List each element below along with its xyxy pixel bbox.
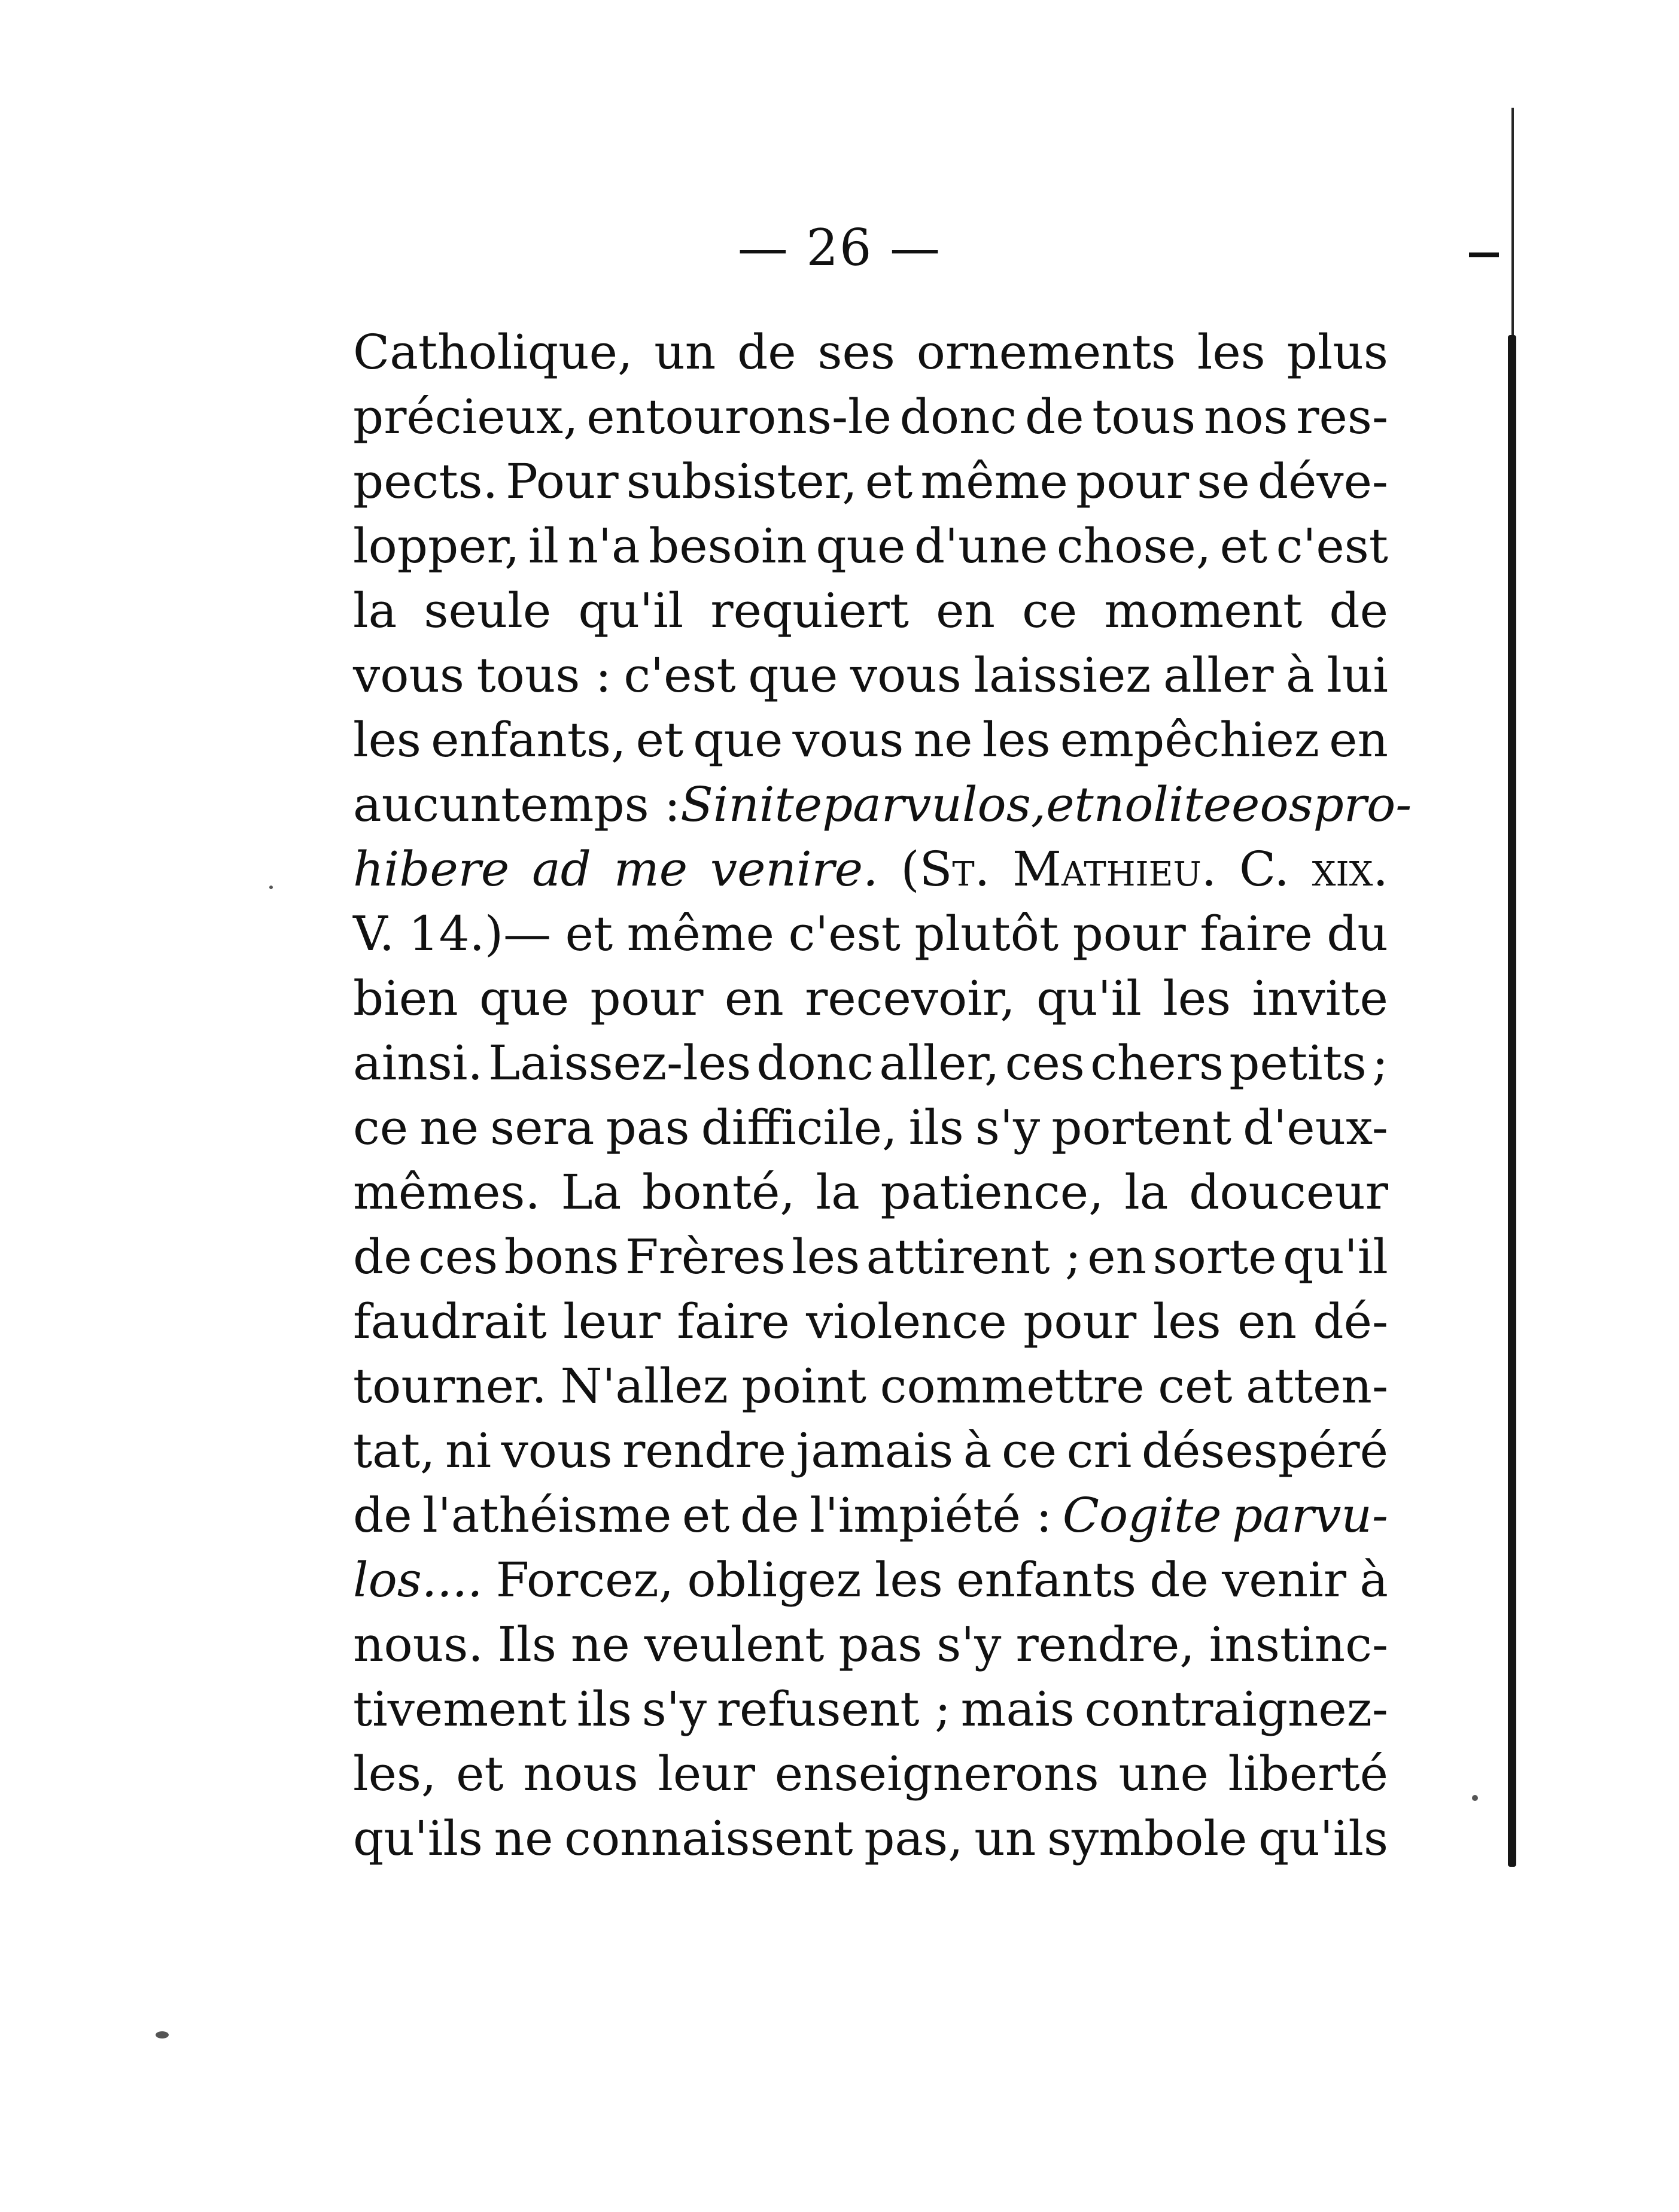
word: ils (908, 1100, 964, 1155)
text-line (353, 514, 1388, 579)
word: (St. (901, 841, 990, 897)
word: xix. (1312, 841, 1388, 897)
word: c'est (1276, 518, 1388, 574)
word: la (353, 583, 397, 638)
word: requiert (710, 583, 910, 638)
word: difficile, (701, 1100, 898, 1155)
word: que (693, 712, 783, 768)
word: pour (1072, 906, 1186, 962)
text-line (353, 1806, 1388, 1871)
word: nous (523, 1746, 638, 1802)
word: N'allez (560, 1358, 728, 1414)
word: pects. (353, 454, 498, 509)
word: pour (590, 970, 704, 1026)
word: plus (1286, 324, 1388, 380)
word: pour (1023, 1294, 1137, 1349)
word: les (1163, 970, 1231, 1026)
word: plutôt (914, 906, 1059, 962)
word: s'y (975, 1100, 1041, 1155)
text-line (353, 1548, 1388, 1612)
word: qu'ils (353, 1811, 483, 1866)
word: Pour (506, 454, 619, 509)
word: nous. (353, 1617, 483, 1672)
dust-speck (1472, 1795, 1478, 1801)
text-line (353, 385, 1388, 449)
word: ce (1022, 583, 1078, 638)
word: lui (1327, 647, 1388, 703)
word: sera (490, 1100, 595, 1155)
word: que (816, 518, 906, 574)
word: les (874, 1552, 943, 1608)
word: qu'il (1282, 1229, 1388, 1285)
word: d'eux- (1243, 1100, 1388, 1155)
word: rendre (622, 1423, 786, 1478)
word: attirent ; (866, 1229, 1081, 1285)
word: eos (1231, 777, 1313, 832)
word: la (1124, 1164, 1169, 1220)
word: l'impiété : (810, 1487, 1053, 1543)
word: vous (792, 712, 904, 768)
word: invite (1252, 970, 1388, 1026)
word: violence (806, 1294, 1007, 1349)
word: ne (419, 1100, 479, 1155)
page-number: — 26 — (737, 218, 942, 277)
word: déve- (1257, 454, 1388, 509)
text-line (353, 643, 1388, 708)
word: les (792, 1229, 860, 1285)
word: Laissez-les (488, 1035, 752, 1091)
word: jamais (796, 1423, 954, 1478)
word: subsister, (626, 454, 857, 509)
dust-speck (156, 2031, 169, 2038)
word: qu'il (578, 583, 684, 638)
word: entourons-le (586, 389, 892, 445)
word: les (982, 712, 1051, 768)
word: recevoir, (805, 970, 1015, 1026)
word: vous (501, 1423, 613, 1478)
word: un (974, 1811, 1036, 1866)
word: Forcez, (495, 1552, 674, 1608)
word: ni (445, 1423, 492, 1478)
word: atten- (1246, 1358, 1388, 1414)
word: ce (1001, 1423, 1057, 1478)
word: nos (1203, 389, 1288, 445)
word: qu'il (1036, 970, 1142, 1026)
word: bien (353, 970, 458, 1026)
word: venire. (710, 841, 878, 897)
word: en (1329, 712, 1388, 768)
word: et (865, 454, 913, 509)
word: les (1152, 1294, 1221, 1349)
word: enseignerons (774, 1746, 1099, 1802)
text-line (353, 1096, 1388, 1160)
word: les, (353, 1746, 437, 1802)
word: l'athéisme (422, 1487, 672, 1543)
word: me (613, 841, 688, 897)
word: ces (418, 1229, 498, 1285)
word: ne (913, 712, 973, 768)
word: temps : (501, 777, 681, 832)
word: les (353, 712, 421, 768)
word: La (561, 1164, 622, 1220)
text-line (353, 1160, 1388, 1225)
word: enfants (956, 1552, 1136, 1608)
text-line (353, 1354, 1388, 1419)
word: et (682, 1487, 730, 1543)
word: de (353, 1229, 412, 1285)
text-line (353, 1225, 1388, 1289)
word: faudrait (353, 1294, 547, 1349)
word: mais (960, 1681, 1075, 1737)
word: bonté, (642, 1164, 795, 1220)
word: Sinite (680, 777, 823, 832)
word: parvu- (1232, 1487, 1388, 1543)
word: moment (1104, 583, 1303, 638)
word: sorte (1152, 1229, 1277, 1285)
word: c'est (623, 647, 736, 703)
word: tat, (353, 1423, 436, 1478)
word: en (1087, 1229, 1147, 1285)
word: obligez (687, 1552, 862, 1608)
word: ; (1372, 1035, 1388, 1091)
word: précieux, (353, 389, 579, 445)
word: nolite (1093, 777, 1232, 832)
word: liberté (1228, 1746, 1388, 1802)
word: res- (1296, 389, 1388, 445)
word: une (1118, 1746, 1209, 1802)
word: et (456, 1746, 504, 1802)
text-line (353, 837, 1388, 902)
text-line (353, 1742, 1388, 1806)
word: que (479, 970, 570, 1026)
word: connaissent (564, 1811, 853, 1866)
word: de (1025, 389, 1084, 445)
word: de (1149, 1552, 1209, 1608)
text-line (353, 1419, 1388, 1483)
word: pas (838, 1617, 923, 1672)
word: tous : (476, 647, 612, 703)
word: la (816, 1164, 860, 1220)
word: instinc- (1209, 1617, 1388, 1672)
word: Ils (497, 1617, 556, 1672)
word: empêchiez (1060, 712, 1319, 768)
word: aller, (879, 1035, 1000, 1091)
word: pro- (1313, 777, 1412, 832)
word: aucun (353, 777, 501, 832)
text-line (353, 966, 1388, 1031)
word: contraignez- (1084, 1681, 1388, 1737)
word: tous (1092, 389, 1196, 445)
word: parvulos, (822, 777, 1047, 832)
word: vous (353, 647, 464, 703)
word: en (936, 583, 995, 638)
word: pas (606, 1100, 690, 1155)
word: chose, (1056, 518, 1212, 574)
word: enfants, (431, 712, 626, 768)
binding-edge (1508, 335, 1516, 1867)
word: un (654, 324, 716, 380)
word: d'une (914, 518, 1048, 574)
word: de (353, 1487, 412, 1543)
word: et (565, 906, 613, 962)
dust-speck (269, 886, 273, 889)
word: à (1359, 1552, 1388, 1608)
word: les (1197, 324, 1266, 380)
word: mêmes. (353, 1164, 540, 1220)
word: laissiez (974, 647, 1151, 703)
word: n'a (567, 518, 640, 574)
word: donc (899, 389, 1017, 445)
word: qu'ils (1258, 1811, 1388, 1866)
word: et (635, 712, 684, 768)
word: s'y (936, 1617, 1002, 1672)
text-line (353, 902, 1388, 966)
word: leur (658, 1746, 756, 1802)
text-line (353, 1677, 1388, 1742)
word: C. (1239, 841, 1289, 897)
word: en (724, 970, 784, 1026)
text-line (353, 1031, 1388, 1096)
word: cri (1066, 1423, 1132, 1478)
word: c'est (788, 906, 901, 962)
text-line (353, 772, 1412, 837)
word: en (1237, 1294, 1297, 1349)
word: de (737, 324, 796, 380)
word: dé- (1313, 1294, 1388, 1349)
word: portent (1051, 1100, 1232, 1155)
word: venir (1222, 1552, 1346, 1608)
word: Cogite (1062, 1487, 1222, 1543)
word: donc (756, 1035, 874, 1091)
word: se (1197, 454, 1250, 509)
text-line (353, 449, 1388, 514)
word: et (1219, 518, 1268, 574)
word: ne (570, 1617, 630, 1672)
word: tivement (353, 1681, 567, 1737)
word: 14.)— (408, 906, 552, 962)
word: de (740, 1487, 799, 1543)
word: symbole (1047, 1811, 1248, 1866)
word: de (1329, 583, 1388, 638)
text-line (353, 1612, 1388, 1677)
word: s'y (641, 1681, 707, 1737)
word: il (528, 518, 559, 574)
word: V. (353, 906, 395, 962)
text-line (353, 579, 1388, 643)
word: désespéré (1141, 1423, 1388, 1478)
word: et (1046, 777, 1094, 832)
word: ils (576, 1681, 632, 1737)
word: aller (1163, 647, 1274, 703)
word: patience, (880, 1164, 1104, 1220)
word: bons (504, 1229, 619, 1285)
text-line (353, 320, 1388, 385)
body-text (353, 320, 1412, 1871)
word: commettre (880, 1358, 1145, 1414)
word: petits (1229, 1035, 1367, 1091)
word: Frères (625, 1229, 786, 1285)
word: faire (1200, 906, 1313, 962)
word: ornements (916, 324, 1176, 380)
word: même (920, 454, 1068, 509)
text-line (353, 1289, 1388, 1354)
word: faire (677, 1294, 790, 1349)
word: ces (1005, 1035, 1085, 1091)
word: los.... (353, 1552, 483, 1608)
word: seule (424, 583, 552, 638)
word: chers (1090, 1035, 1224, 1091)
word: Mathieu. (1012, 841, 1217, 897)
word: pas, (864, 1811, 963, 1866)
word: ses (817, 324, 895, 380)
word: ad (532, 841, 591, 897)
word: besoin (649, 518, 807, 574)
word: du (1327, 906, 1388, 962)
word: pour (1075, 454, 1190, 509)
word: lopper, (353, 518, 520, 574)
text-line (353, 708, 1388, 772)
word: douceur (1189, 1164, 1388, 1220)
word: vous (850, 647, 962, 703)
word: que (748, 647, 838, 703)
word: refusent ; (716, 1681, 951, 1737)
word: ce (353, 1100, 409, 1155)
word: rendre, (1015, 1617, 1195, 1672)
word: à (963, 1423, 992, 1478)
word: ne (494, 1811, 553, 1866)
text-line (353, 1483, 1388, 1548)
word: hibere (353, 841, 510, 897)
word: leur (563, 1294, 661, 1349)
word: point (741, 1358, 867, 1414)
word: Catholique, (353, 324, 633, 380)
word: ainsi. (353, 1035, 483, 1091)
word: cet (1158, 1358, 1233, 1414)
word: veulent (644, 1617, 825, 1672)
word: tourner. (353, 1358, 547, 1414)
word: à (1286, 647, 1315, 703)
word: même (626, 906, 775, 962)
